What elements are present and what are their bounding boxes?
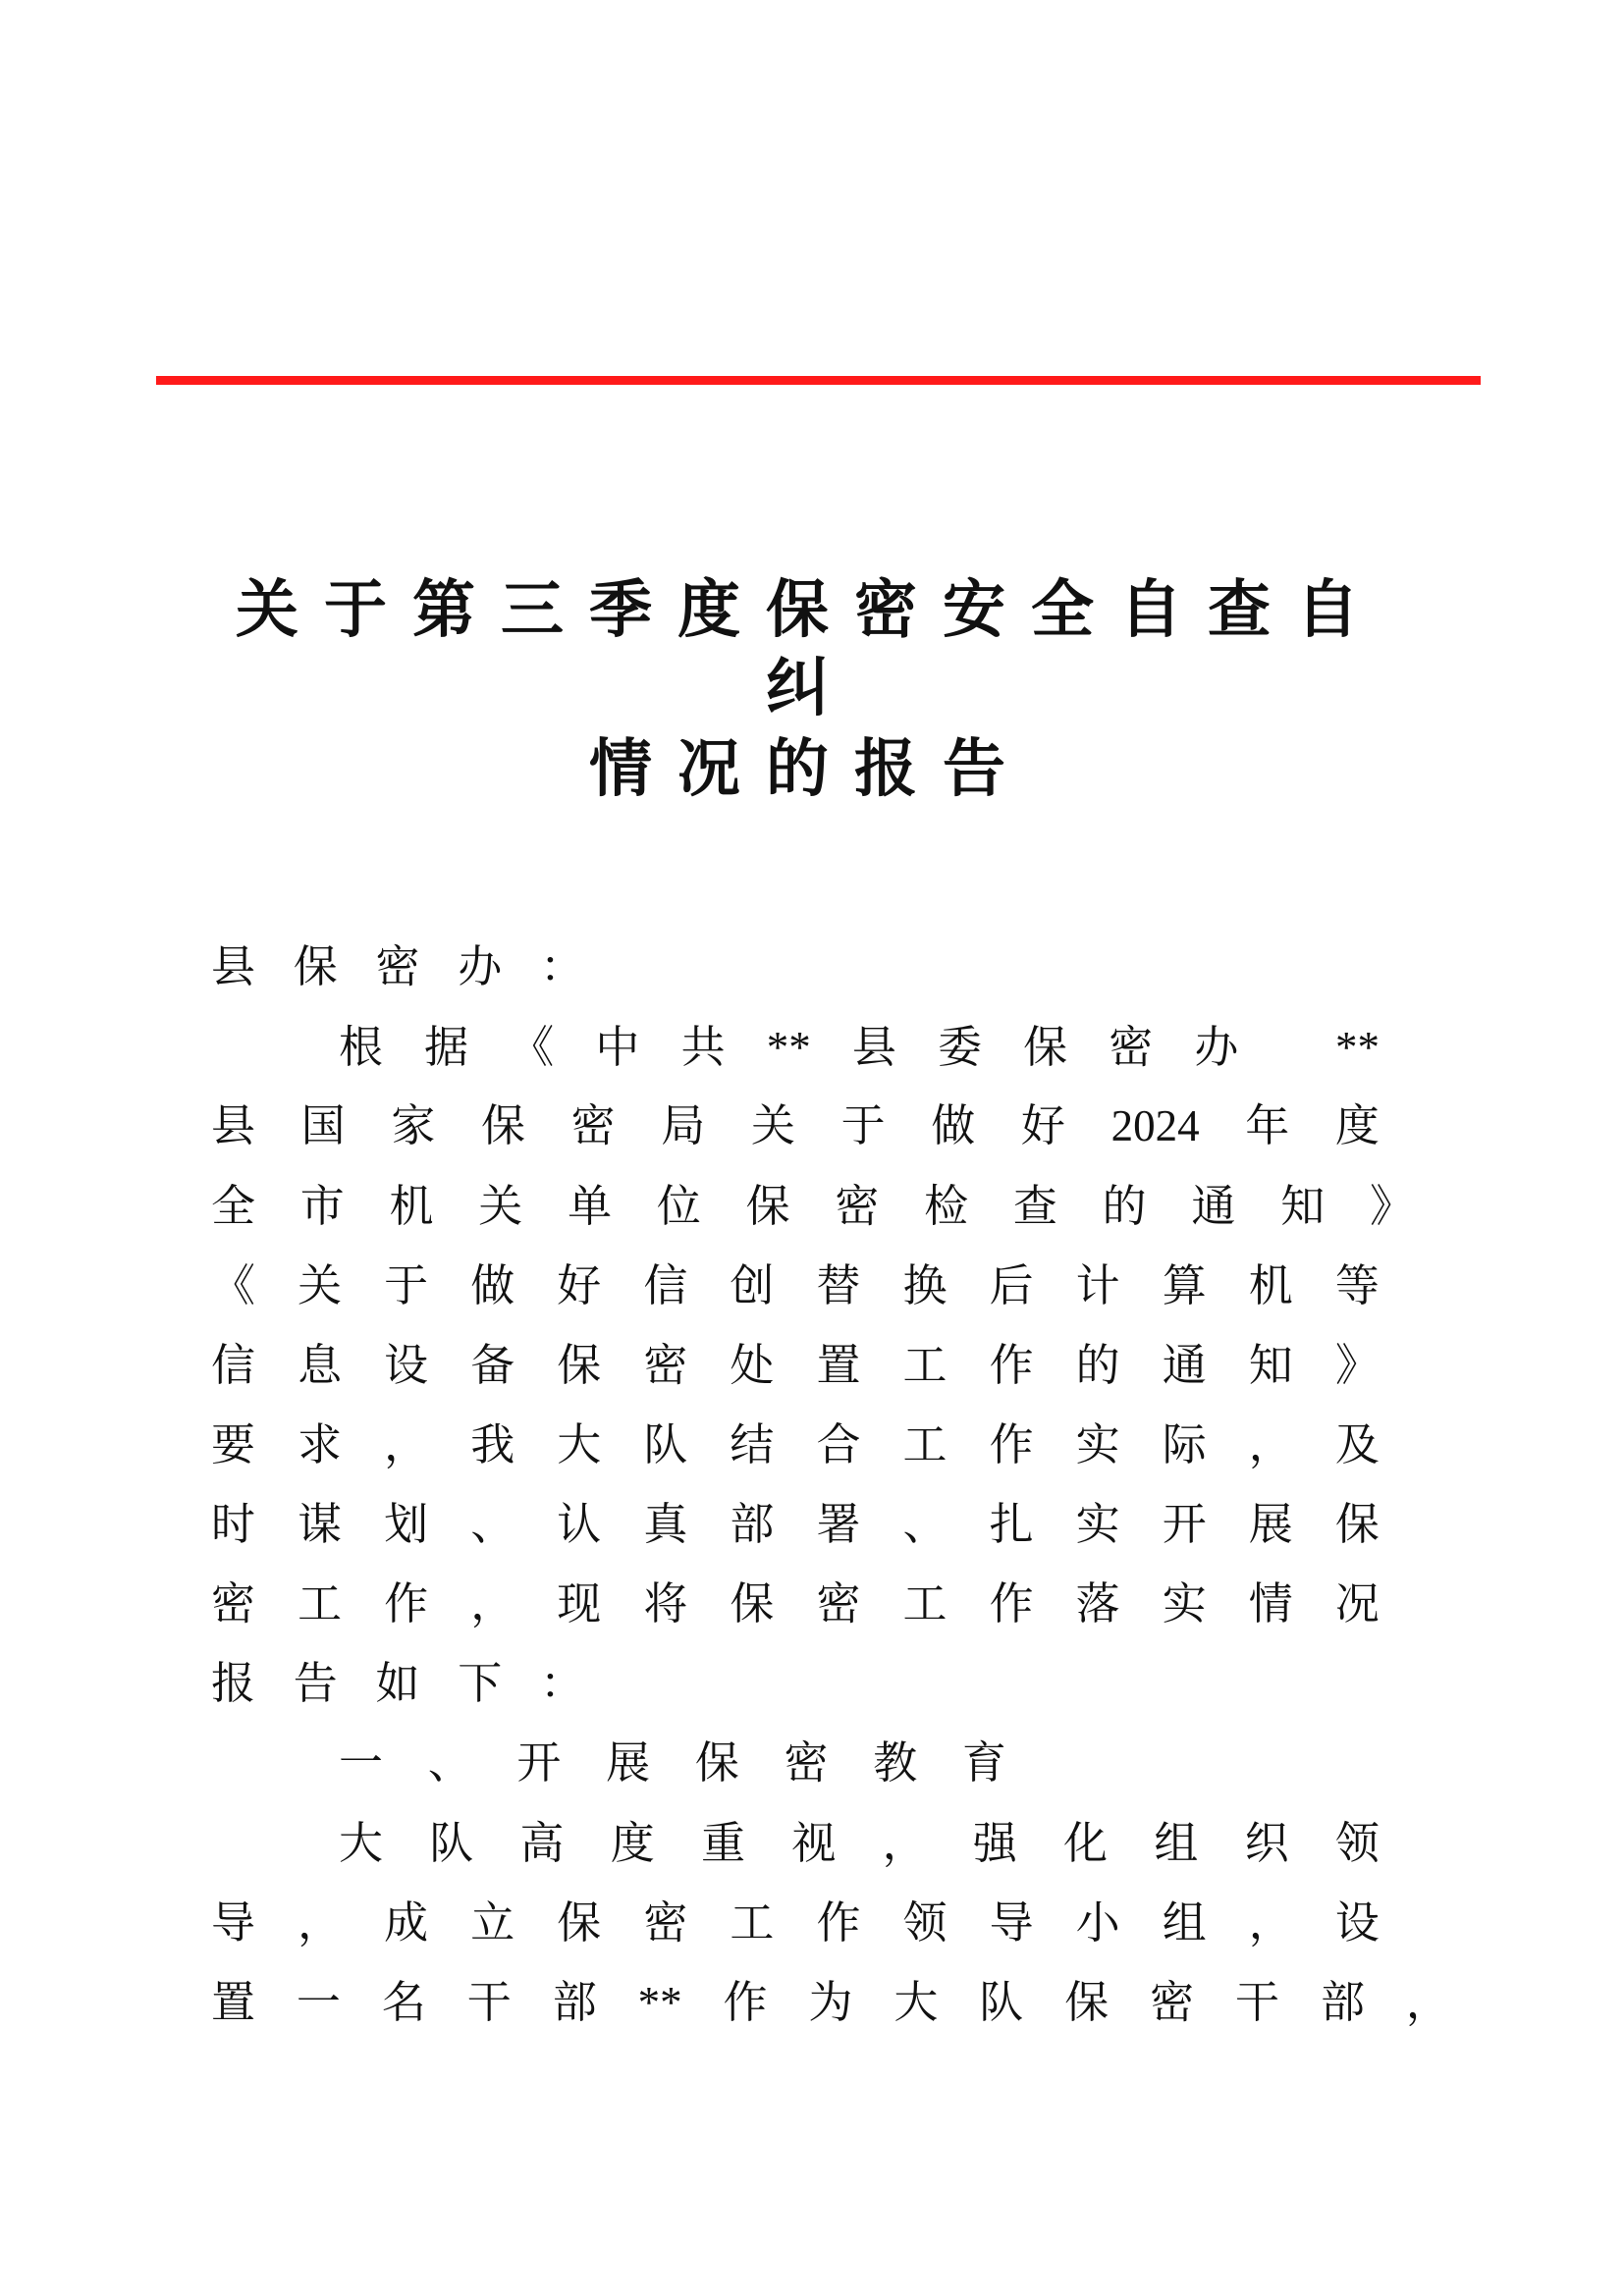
body-text-line: [211, 1495, 1380, 1554]
body-glyph: 知: [1280, 1180, 1326, 1232]
body-glyph: 部: [552, 1976, 597, 2028]
body-glyph: 局: [661, 1099, 706, 1151]
body-glyph: 重: [701, 1817, 746, 1869]
body-glyph: 密: [375, 940, 420, 992]
body-glyph: 工: [902, 1418, 947, 1470]
body-text-line: [339, 1734, 1006, 1792]
body-glyph: 实: [1162, 1577, 1207, 1629]
body-text-line: [211, 1415, 1380, 1474]
body-text-line: [211, 1894, 1380, 1952]
body-glyph: 置: [211, 1976, 256, 2028]
body-glyph: 县: [211, 940, 256, 992]
body-glyph: 署: [816, 1498, 861, 1550]
body-glyph: 一: [296, 1976, 341, 2028]
salutation-line: [211, 937, 584, 996]
body-glyph: 密: [570, 1099, 616, 1151]
body-glyph: 全: [211, 1180, 256, 1232]
body-glyph: 要: [211, 1418, 256, 1470]
body-glyph: 委: [937, 1021, 982, 1073]
body-glyph: 置: [816, 1339, 861, 1391]
body-glyph: 部: [730, 1498, 775, 1550]
body-glyph: 关: [298, 1259, 343, 1311]
body-glyph: **: [637, 1978, 682, 2027]
body-glyph: 通: [1191, 1180, 1236, 1232]
body-glyph: 好: [1020, 1099, 1065, 1151]
body-glyph: 组: [1162, 1896, 1207, 1949]
body-glyph: 现: [557, 1577, 602, 1629]
body-glyph: ，: [1248, 1418, 1293, 1470]
body-text-line: [211, 1256, 1380, 1315]
body-glyph: 保: [480, 1099, 525, 1151]
body-glyph: 机: [389, 1180, 434, 1232]
body-glyph: 高: [519, 1817, 565, 1869]
body-glyph: 处: [730, 1339, 775, 1391]
body-glyph: 关: [750, 1099, 795, 1151]
body-glyph: 工: [730, 1896, 775, 1949]
body-glyph: 如: [375, 1657, 420, 1709]
body-glyph: 单: [568, 1180, 613, 1232]
body-glyph: 据: [424, 1021, 469, 1073]
body-glyph: 告: [293, 1657, 338, 1709]
body-glyph: 化: [1063, 1817, 1109, 1869]
body-glyph: 组: [1154, 1817, 1199, 1869]
body-glyph: 织: [1244, 1817, 1289, 1869]
body-glyph: 密: [1109, 1021, 1154, 1073]
body-glyph: 作: [989, 1418, 1034, 1470]
body-glyph: ，: [1248, 1896, 1293, 1949]
body-glyph: 一: [339, 1736, 384, 1789]
body-glyph: 知: [1248, 1339, 1293, 1391]
body-glyph: **: [766, 1023, 811, 1072]
body-glyph: 2024: [1110, 1101, 1200, 1150]
body-glyph: 落: [1075, 1577, 1120, 1629]
body-glyph: 密: [643, 1896, 688, 1949]
body-glyph: 保: [730, 1577, 775, 1629]
body-glyph: 扎: [989, 1498, 1034, 1550]
body-glyph: 大: [893, 1976, 939, 2028]
body-glyph: ，: [1405, 1976, 1450, 2028]
body-glyph: 工: [902, 1577, 947, 1629]
body-glyph: 及: [1334, 1418, 1380, 1470]
body-text-line: [211, 1575, 1380, 1633]
body-glyph: 作: [816, 1896, 861, 1949]
body-glyph: ，: [298, 1896, 343, 1949]
body-glyph: ，: [470, 1577, 515, 1629]
body-glyph: 队: [979, 1976, 1024, 2028]
body-glyph: 密: [835, 1180, 880, 1232]
body-glyph: 家: [391, 1099, 436, 1151]
body-glyph: 干: [1235, 1976, 1280, 2028]
body-glyph: 大: [557, 1418, 602, 1470]
body-glyph: 开: [516, 1736, 562, 1789]
body-glyph: 小: [1075, 1896, 1120, 1949]
body-glyph: 工: [298, 1577, 343, 1629]
body-glyph: 保: [1064, 1976, 1110, 2028]
body-glyph: 做: [470, 1259, 515, 1311]
body-glyph: 息: [298, 1339, 343, 1391]
body-glyph: [1280, 1018, 1294, 1077]
body-glyph: 展: [606, 1736, 651, 1789]
body-glyph: 密: [643, 1339, 688, 1391]
body-glyph: 导: [211, 1896, 256, 1949]
body-glyph: 年: [1245, 1099, 1290, 1151]
body-glyph: 的: [1102, 1180, 1147, 1232]
body-glyph: 替: [816, 1259, 861, 1311]
body-glyph: 合: [816, 1418, 861, 1470]
body-glyph: 保: [293, 940, 338, 992]
body-glyph: 、: [427, 1736, 472, 1789]
body-glyph: 展: [1248, 1498, 1293, 1550]
body-glyph: 况: [1334, 1577, 1380, 1629]
body-glyph: 实: [1075, 1498, 1120, 1550]
body-glyph: 密: [211, 1577, 256, 1629]
body-glyph: 领: [1334, 1817, 1380, 1869]
body-glyph: 作: [989, 1577, 1034, 1629]
body-glyph: ：: [539, 1657, 584, 1709]
body-glyph: 算: [1162, 1259, 1207, 1311]
body-glyph: 检: [924, 1180, 969, 1232]
body-glyph: 视: [791, 1817, 837, 1869]
body-glyph: 成: [384, 1896, 429, 1949]
body-glyph: 根: [339, 1021, 384, 1073]
body-glyph: 开: [1162, 1498, 1207, 1550]
body-glyph: 立: [470, 1896, 515, 1949]
header-red-rule: [156, 376, 1481, 385]
body-glyph: 干: [466, 1976, 512, 2028]
body-glyph: 设: [1334, 1896, 1380, 1949]
body-glyph: 结: [730, 1418, 775, 1470]
body-glyph: 信: [643, 1259, 688, 1311]
body-glyph: 情: [1248, 1577, 1293, 1629]
body-glyph: 》: [1369, 1180, 1414, 1232]
body-glyph: 为: [808, 1976, 853, 2028]
body-glyph: 大: [339, 1817, 384, 1869]
body-glyph: 、: [902, 1498, 947, 1550]
body-glyph: ：: [539, 940, 584, 992]
body-glyph: 设: [384, 1339, 429, 1391]
body-glyph: 度: [610, 1817, 655, 1869]
body-glyph: 作: [989, 1339, 1034, 1391]
body-glyph: 办: [1194, 1021, 1239, 1073]
body-glyph: 队: [429, 1817, 474, 1869]
body-glyph: 保: [557, 1339, 602, 1391]
body-glyph: 度: [1334, 1099, 1380, 1151]
body-glyph: 《: [211, 1259, 256, 1311]
body-glyph: 部: [1320, 1976, 1365, 2028]
body-text-line: [339, 1814, 1380, 1873]
body-text-line: [211, 1654, 584, 1713]
body-glyph: 密: [1150, 1976, 1195, 2028]
body-glyph: 下: [458, 1657, 503, 1709]
body-glyph: 等: [1334, 1259, 1380, 1311]
body-glyph: 市: [299, 1180, 345, 1232]
document-title-line-1: 关于第三季度保密安全自查自纠: [236, 574, 1384, 725]
body-glyph: 》: [1334, 1339, 1380, 1391]
body-glyph: 将: [643, 1577, 688, 1629]
body-glyph: 作: [384, 1577, 429, 1629]
body-text-line: [211, 1336, 1380, 1395]
body-text-line: [211, 1177, 1414, 1236]
body-glyph: 、: [470, 1498, 515, 1550]
body-glyph: 的: [1075, 1339, 1120, 1391]
body-glyph: 信: [211, 1339, 256, 1391]
body-glyph: 做: [931, 1099, 976, 1151]
body-glyph: 作: [723, 1976, 768, 2028]
body-glyph: 保: [694, 1736, 739, 1789]
body-glyph: 位: [656, 1180, 701, 1232]
body-text-line: [211, 1096, 1380, 1155]
body-glyph: **: [1334, 1023, 1380, 1072]
body-glyph: 创: [730, 1259, 775, 1311]
body-glyph: ，: [384, 1418, 429, 1470]
body-glyph: 时: [211, 1498, 256, 1550]
body-glyph: 保: [745, 1180, 790, 1232]
body-glyph: 谋: [298, 1498, 343, 1550]
body-glyph: 保: [1334, 1498, 1380, 1550]
body-glyph: 队: [643, 1418, 688, 1470]
document-title-line-2: 情况的报告: [589, 733, 1031, 806]
body-text-line: [339, 1018, 1380, 1077]
body-glyph: 国: [300, 1099, 346, 1151]
body-glyph: 备: [470, 1339, 515, 1391]
body-glyph: 报: [211, 1657, 256, 1709]
body-glyph: 强: [972, 1817, 1017, 1869]
body-glyph: 通: [1162, 1339, 1207, 1391]
body-glyph: 工: [902, 1339, 947, 1391]
body-glyph: 名: [381, 1976, 426, 2028]
body-glyph: 县: [851, 1021, 896, 1073]
body-glyph: 《: [510, 1021, 555, 1073]
body-glyph: 密: [816, 1577, 861, 1629]
body-glyph: 际: [1162, 1418, 1207, 1470]
body-glyph: 保: [557, 1896, 602, 1949]
body-glyph: 划: [384, 1498, 429, 1550]
body-glyph: 共: [680, 1021, 726, 1073]
body-glyph: 于: [384, 1259, 429, 1311]
body-glyph: 认: [557, 1498, 602, 1550]
body-glyph: 导: [989, 1896, 1034, 1949]
body-glyph: 育: [961, 1736, 1006, 1789]
body-glyph: 真: [643, 1498, 688, 1550]
body-glyph: 密: [784, 1736, 829, 1789]
body-glyph: 于: [840, 1099, 886, 1151]
body-glyph: 教: [873, 1736, 918, 1789]
body-glyph: 县: [211, 1099, 256, 1151]
body-glyph: 实: [1075, 1418, 1120, 1470]
body-glyph: 我: [470, 1418, 515, 1470]
body-glyph: 计: [1075, 1259, 1120, 1311]
body-glyph: 查: [1012, 1180, 1057, 1232]
body-glyph: 关: [478, 1180, 523, 1232]
body-glyph: 领: [902, 1896, 947, 1949]
body-glyph: 好: [557, 1259, 602, 1311]
body-glyph: 中: [595, 1021, 640, 1073]
body-glyph: 后: [989, 1259, 1034, 1311]
body-glyph: 保: [1023, 1021, 1068, 1073]
body-glyph: 机: [1248, 1259, 1293, 1311]
body-glyph: 求: [298, 1418, 343, 1470]
body-glyph: ，: [882, 1817, 927, 1869]
body-glyph: 换: [902, 1259, 947, 1311]
body-glyph: 办: [458, 940, 503, 992]
body-text-line: [211, 1973, 1450, 2032]
